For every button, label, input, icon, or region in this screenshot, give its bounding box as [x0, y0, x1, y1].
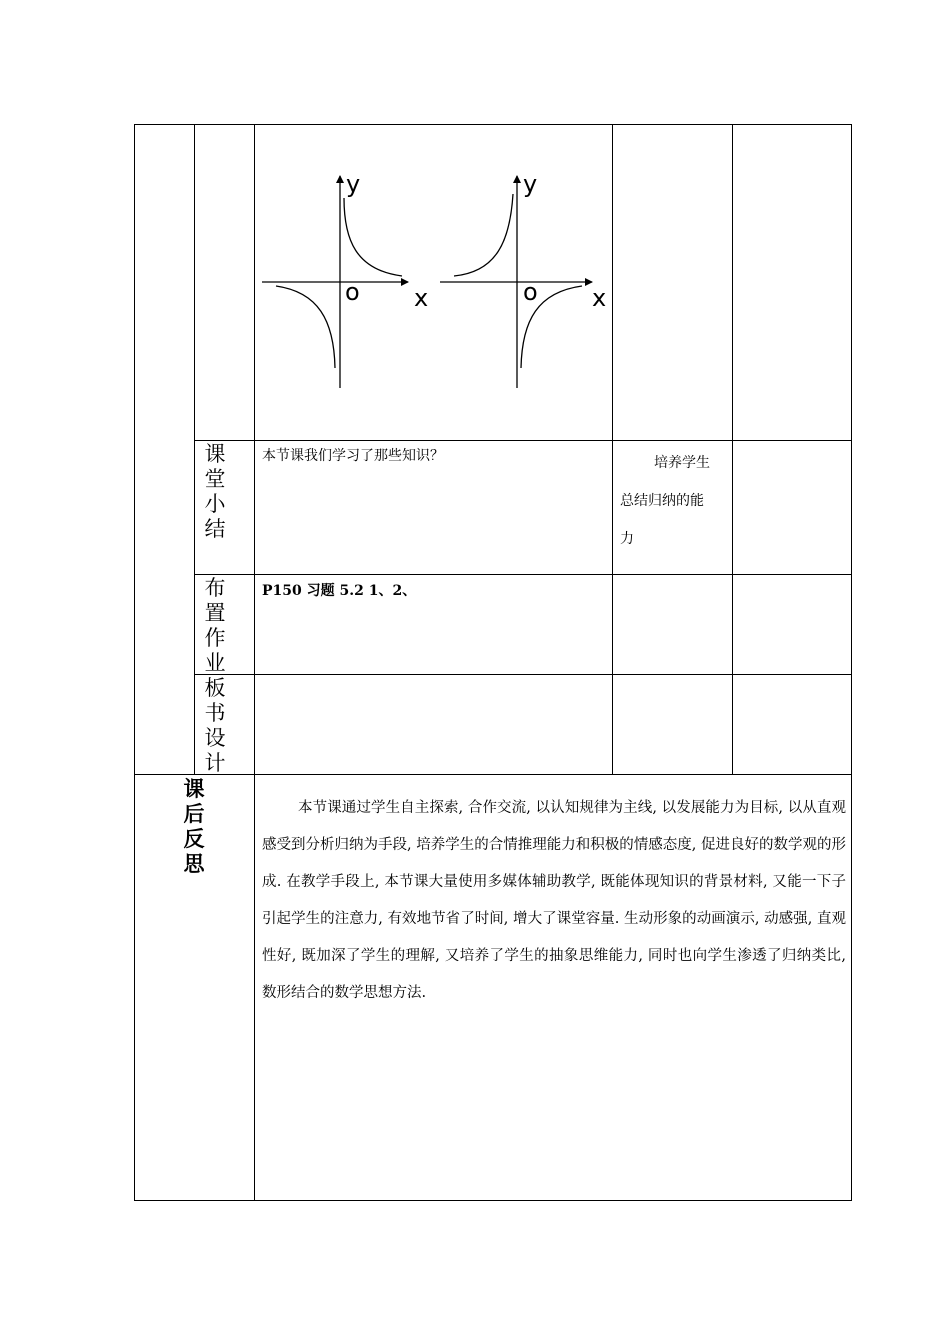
graph-right [440, 170, 606, 388]
y-label-right: y [523, 170, 538, 198]
y-label-left: y [346, 170, 361, 198]
reflection-row-label: 课 后 反 思 [183, 777, 205, 876]
homework-content: P150 习题 5.2 1、2、 [262, 583, 417, 599]
col-divider-2 [254, 124, 255, 1201]
curve-left-q3 [276, 286, 335, 368]
graph-left [262, 170, 428, 388]
col-divider-4 [732, 124, 733, 774]
table-bottom-border [134, 1200, 852, 1201]
reflection-content: 本节课通过学生自主探索, 合作交流, 以认知规律为主线, 以发展能力为目标, 以从直观感受到分析归纳为手段, 培养学生的合情推理能力和积极的情感态度, 促进良好的数学观的形成. 在教学手段上, 本节课大量使用多媒体辅助教学, 既能体现知识的背景材料, 又能一下子引起学生的注意力, 有效地节省了时间, 增大了课堂容量. 生动形象的动画演示, 动感强, 直观性好, 既加深了学生的理解, 又培养了学生的抽象思维能力, 同时也向学生渗透了归纳类比, 数形结合的数学思想方法. [262, 800, 846, 1001]
x-label-left: x [414, 284, 429, 312]
hyperbola-graphs [256, 160, 611, 400]
summary-row-label: 课 堂 小 结 [204, 442, 226, 541]
curve-right-q2 [454, 194, 513, 276]
summary-content: 本节课我们学习了那些知识？ [262, 448, 444, 464]
table-top-border [134, 124, 852, 125]
x-label-right: x [592, 284, 607, 312]
col-divider-1 [194, 124, 195, 774]
board-row-label: 板 书 设 计 [204, 676, 226, 775]
origin-label-left: o [345, 278, 360, 306]
row-divider-2 [194, 574, 852, 575]
table-left-border [134, 124, 135, 1201]
row-divider-4 [134, 774, 852, 775]
col-divider-3 [612, 124, 613, 774]
row-divider-3 [194, 674, 852, 675]
curve-left-q1 [344, 198, 402, 276]
origin-label-right: o [523, 278, 538, 306]
table-right-border [851, 124, 852, 1201]
row-divider-1 [194, 440, 852, 441]
summary-purpose: 培养学生 总结归纳的能 力 [620, 455, 710, 547]
homework-row-label: 布 置 作 业 [204, 576, 226, 675]
